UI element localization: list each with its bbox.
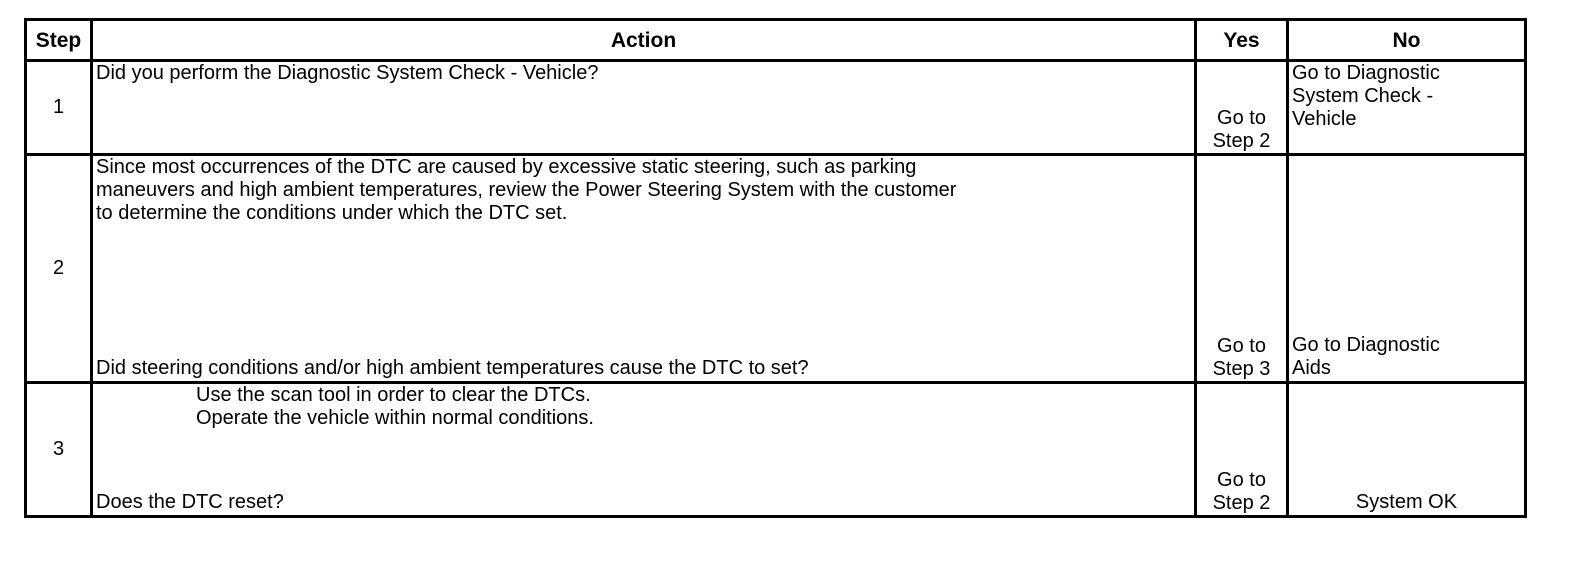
action-cell: [92, 383, 1196, 517]
action-cell: [92, 155, 1196, 383]
table-row: [26, 61, 1526, 155]
step-number: 3: [26, 383, 92, 517]
action-instruction: Use the scan tool in order to clear the DTCs.: [196, 384, 591, 406]
header-yes: Yes: [1196, 20, 1288, 61]
action-question: Did steering conditions and/or high ambient temperatures cause the DTC to set?: [96, 357, 809, 379]
step-number: 2: [26, 155, 92, 383]
table-row: [26, 383, 1526, 517]
no-cell: Go to Diagnostic System Check - Vehicle: [1288, 61, 1526, 155]
header-no: No: [1288, 20, 1526, 61]
action-question: Does the DTC reset?: [96, 491, 284, 513]
table-row: [26, 155, 1526, 383]
no-cell: [1288, 155, 1526, 383]
action-text: Did you perform the Diagnostic System Check - Vehicle?: [96, 62, 599, 84]
action-instruction: Operate the vehicle within normal conditions.: [196, 407, 594, 429]
yes-cell: Go to Step 2: [1196, 383, 1288, 517]
no-text: System OK: [1355, 491, 1458, 513]
yes-cell: Go to Step 2: [1196, 61, 1288, 155]
no-cell: [1288, 383, 1526, 517]
header-step: Step: [26, 20, 92, 61]
diagnostic-table: [24, 18, 1527, 518]
header-action: Action: [92, 20, 1196, 61]
no-text: Go to Diagnostic Aids: [1292, 334, 1440, 379]
yes-cell: Go to Step 3: [1196, 155, 1288, 383]
header-row: [26, 20, 1526, 61]
step-number: 1: [26, 61, 92, 155]
action-text: Since most occurrences of the DTC are caused by excessive static steering, such as parking maneuvers and high ambient temperatures, review the Power Steering System with the customer to determine the conditions under which the DTC set.: [96, 156, 957, 224]
action-cell: [92, 61, 1196, 155]
